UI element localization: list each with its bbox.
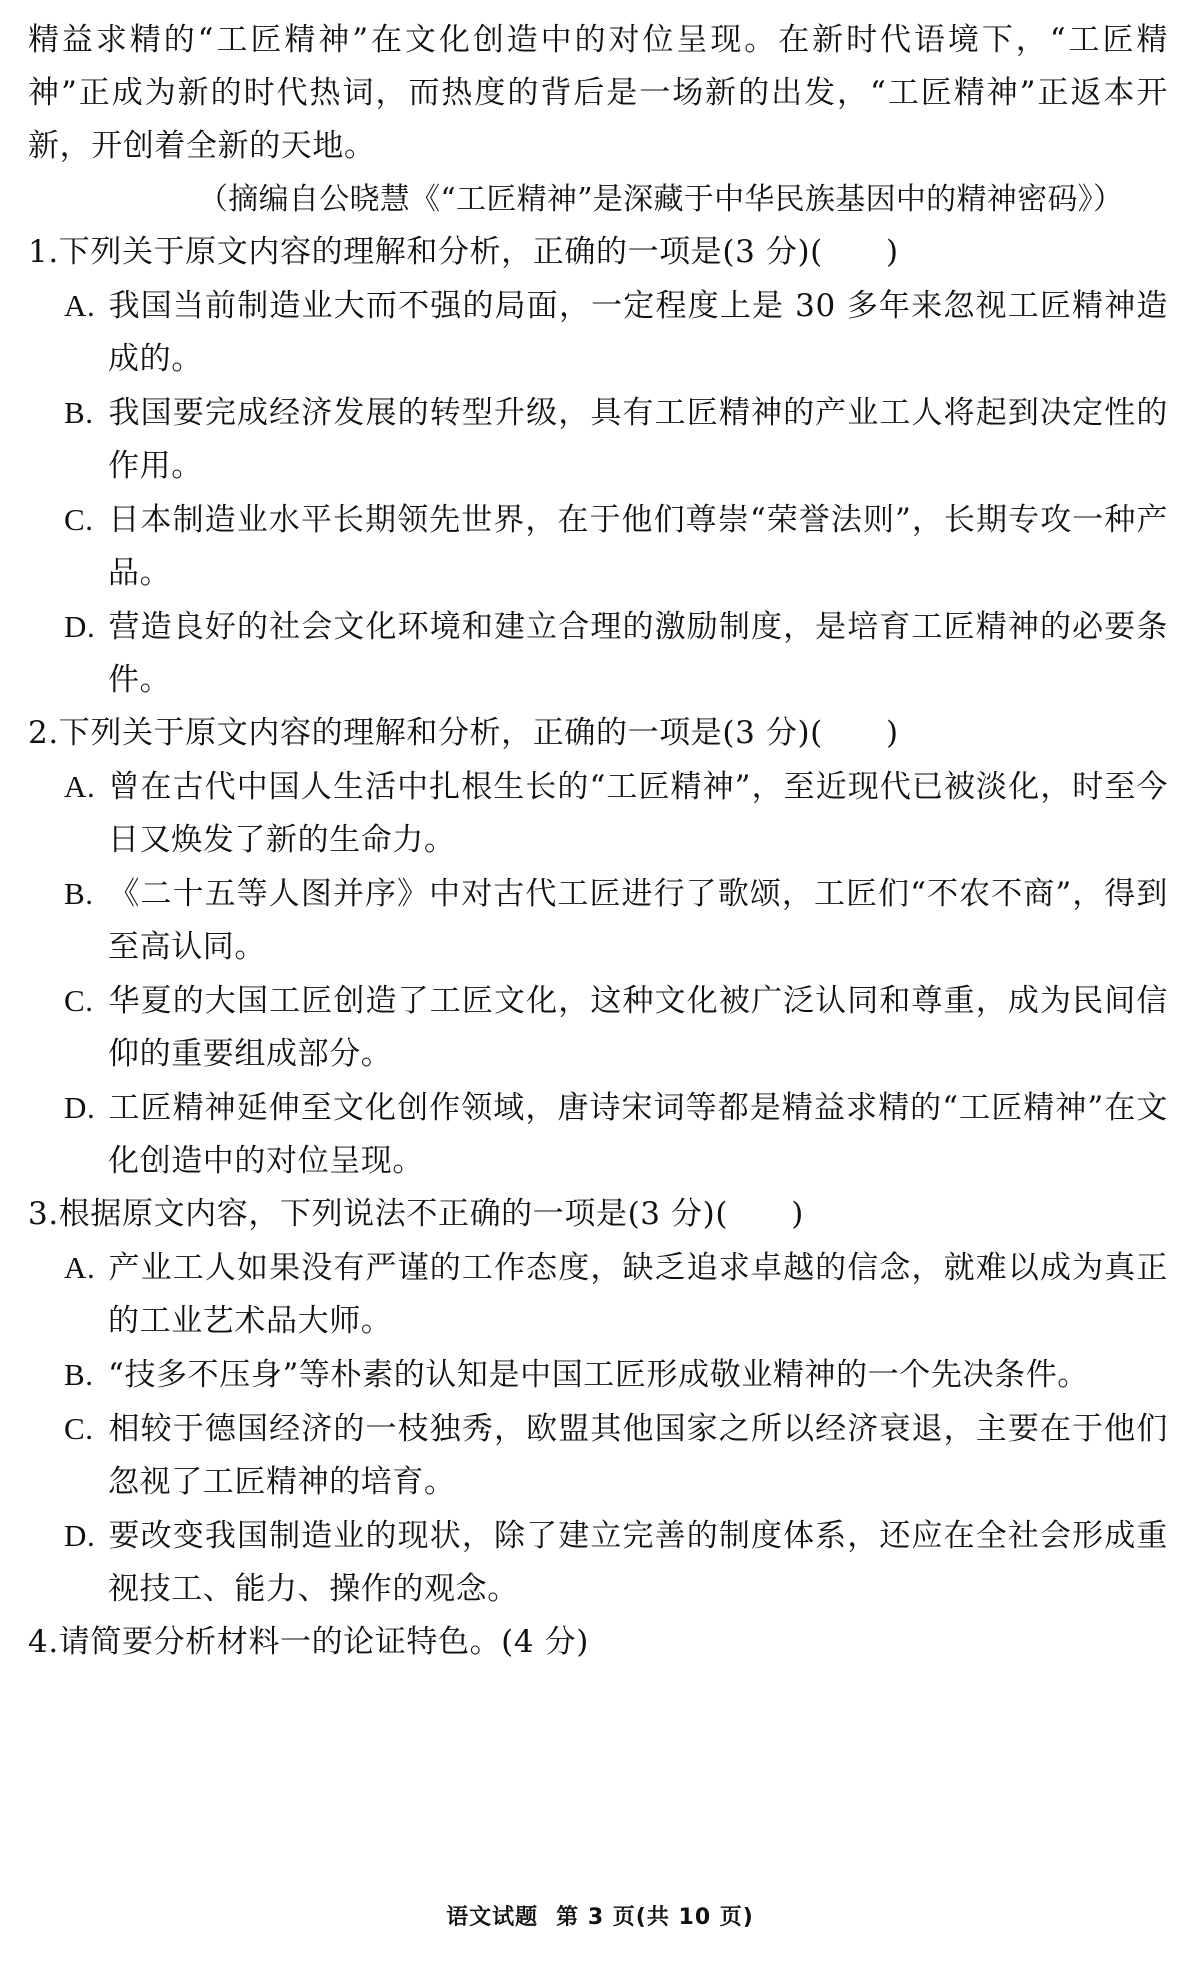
option-letter: D. [64,1518,96,1553]
option-letter: A. [64,769,96,804]
option-c [28,493,1168,600]
option-b [28,867,1168,974]
option-d [28,1081,1168,1188]
page-content [28,14,1168,1669]
option-letter: C. [64,502,94,537]
option-text: 日本制造业水平长期领先世界，在于他们尊崇“荣誉法则”，长期专攻一种产品。 [108,502,1168,591]
option-letter: D. [64,609,96,644]
option-text: 我国要完成经济发展的转型升级，具有工匠精神的产业工人将起到决定性的作用。 [108,395,1168,484]
option-text: 我国当前制造业大而不强的局面，一定程度上是 30 多年来忽视工匠精神造成的。 [108,288,1168,377]
option-text: 工匠精神延伸至文化创作领域，唐诗宋词等都是精益求精的“工匠精神”在文化创造中的对位呈现。 [108,1090,1168,1179]
question-1 [28,226,1168,707]
question-stem: 4.请简要分析材料一的论证特色。(4 分) [28,1624,589,1660]
footer-subject: 语文试题 [446,1905,539,1930]
question-stem: 1.下列关于原文内容的理解和分析，正确的一项是(3 分)( ) [28,234,899,270]
option-a [28,279,1168,386]
option-letter: B. [64,395,94,430]
question-4 [28,1616,1168,1669]
option-d [28,1509,1168,1616]
option-letter: C. [64,983,94,1018]
option-letter: B. [64,1357,94,1392]
footer-page-label: 第 3 页(共 10 页) [556,1905,754,1930]
option-letter: D. [64,1090,96,1125]
option-c [28,1402,1168,1509]
passage-continuation: 精益求精的“工匠精神”在文化创造中的对位呈现。在新时代语境下，“工匠精神”正成为新的时代热词，而热度的背后是一场新的出发，“工匠精神”正返本开新，开创着全新的天地。 [28,22,1168,164]
option-text: “技多不压身”等朴素的认知是中国工匠形成敬业精神的一个先决条件。 [108,1357,1089,1393]
option-letter: C. [64,1411,94,1446]
option-d [28,600,1168,707]
option-text: 营造良好的社会文化环境和建立合理的激励制度，是培育工匠精神的必要条件。 [108,609,1168,698]
option-c [28,974,1168,1081]
option-letter: A. [64,288,96,323]
option-letter: A. [64,1250,96,1285]
passage-source: （摘编自公晓慧《“工匠精神”是深藏于中华民族基因中的精神密码》） [198,182,1124,217]
option-text: 华夏的大国工匠创造了工匠文化，这种文化被广泛认同和尊重，成为民间信仰的重要组成部分。 [108,983,1168,1072]
option-b [28,1348,1168,1402]
question-stem: 2.下列关于原文内容的理解和分析，正确的一项是(3 分)( ) [28,715,899,751]
passage-excerpt [28,14,1168,226]
option-letter: B. [64,876,94,911]
option-text: 曾在古代中国人生活中扎根生长的“工匠精神”，至近现代已被淡化，时至今日又焕发了新的生命力。 [108,769,1168,858]
question-2 [28,707,1168,1188]
option-text: 产业工人如果没有严谨的工作态度，缺乏追求卓越的信念，就难以成为真正的工业艺术品大师。 [108,1250,1168,1339]
option-b [28,386,1168,493]
question-3 [28,1188,1168,1616]
option-text: 《二十五等人图并序》中对古代工匠进行了歌颂，工匠们“不农不商”，得到至高认同。 [108,876,1168,965]
question-stem: 3.根据原文内容，下列说法不正确的一项是(3 分)( ) [28,1196,804,1232]
option-a [28,760,1168,867]
option-text: 要改变我国制造业的现状，除了建立完善的制度体系，还应在全社会形成重视技工、能力、操作的观念。 [108,1518,1168,1607]
option-a [28,1241,1168,1348]
option-text: 相较于德国经济的一枝独秀，欧盟其他国家之所以经济衰退，主要在于他们忽视了工匠精神的培育。 [108,1411,1168,1500]
page-footer [0,1900,1200,1931]
